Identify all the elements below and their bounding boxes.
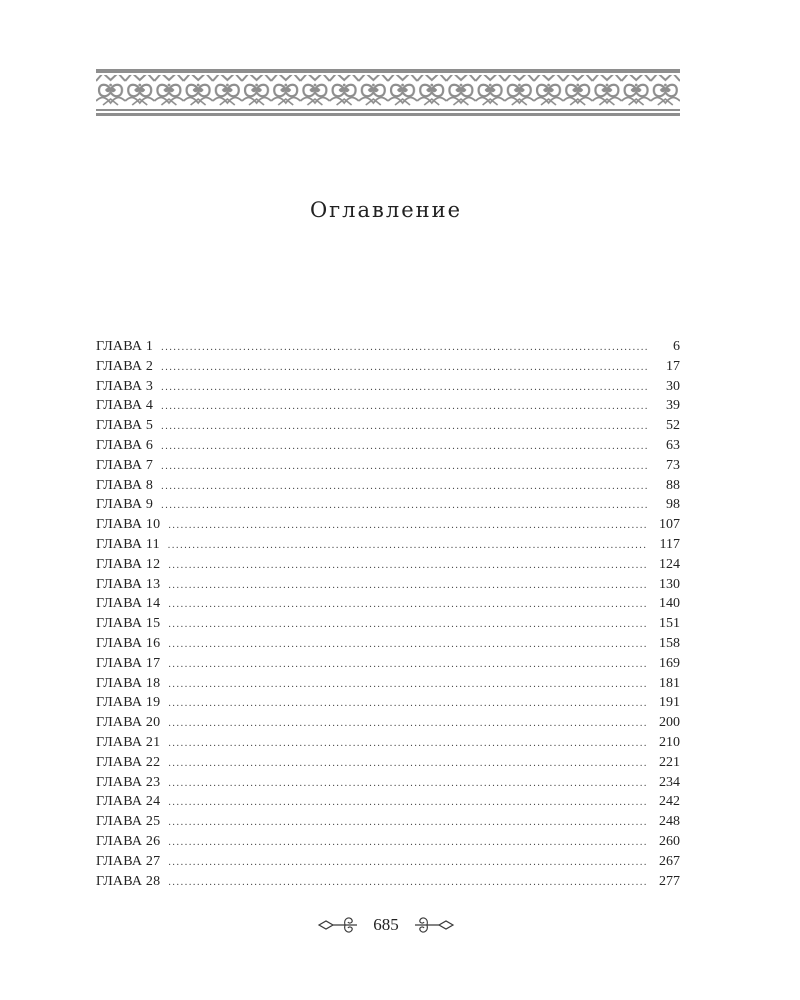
page-title: Оглавление [309, 198, 463, 222]
toc-leader-dots [161, 358, 648, 378]
toc-entry-page: 234 [659, 774, 680, 790]
toc-leader-dots [161, 397, 648, 417]
toc-entry-page: 30 [666, 378, 680, 394]
toc-entry [96, 832, 680, 852]
toc-entry-label: ГЛАВА 26 [96, 833, 161, 849]
toc-leader-dots [161, 378, 648, 398]
toc-entry [96, 377, 680, 397]
toc-entry [96, 713, 680, 733]
toc-entry-page: 210 [659, 734, 680, 750]
toc-entry-label: ГЛАВА 15 [96, 616, 161, 632]
right-flourish-icon [413, 914, 455, 936]
toc-entry [96, 515, 680, 535]
toc-entry-page: 260 [659, 833, 680, 849]
toc-entry [96, 357, 680, 377]
toc-leader-dots [168, 873, 648, 893]
toc-entry-label: ГЛАВА 19 [96, 695, 161, 711]
toc-entry-label: ГЛАВА 3 [96, 378, 154, 394]
page-number: 685 [373, 915, 399, 934]
toc-entry-label: ГЛАВА 27 [96, 853, 161, 869]
toc-leader-dots [168, 675, 648, 695]
toc-entry-page: 63 [666, 437, 680, 453]
toc-entry-page: 277 [659, 873, 680, 889]
toc-leader-dots [168, 576, 648, 596]
toc-entry-label: ГЛАВА 23 [96, 774, 161, 790]
toc-entry-page: 140 [659, 596, 680, 612]
toc-entry-label: ГЛАВА 11 [96, 536, 160, 552]
toc-leader-dots [168, 793, 648, 813]
toc-entry-label: ГЛАВА 13 [96, 576, 161, 592]
toc-entry-page: 88 [666, 477, 680, 493]
toc-entry-page: 39 [666, 398, 680, 414]
toc-leader-dots [168, 714, 648, 734]
toc-entry-page: 73 [666, 457, 680, 473]
toc-leader-dots [161, 338, 648, 358]
toc-leader-dots [161, 477, 648, 497]
toc-entry-label: ГЛАВА 14 [96, 596, 161, 612]
toc-entry-label: ГЛАВА 1 [96, 339, 154, 354]
toc-entry-page: 151 [659, 616, 680, 632]
toc-leader-dots [161, 496, 648, 516]
toc-entry-page: 98 [666, 497, 680, 513]
toc-entry [96, 674, 680, 694]
toc-entry-label: ГЛАВА 28 [96, 873, 161, 889]
table-of-contents [96, 337, 680, 891]
toc-leader-dots [168, 536, 648, 556]
toc-leader-dots [161, 417, 648, 437]
toc-entry-label: ГЛАВА 8 [96, 477, 154, 493]
toc-leader-dots [168, 556, 648, 576]
toc-entry [96, 634, 680, 654]
toc-entry-label: ГЛАВА 24 [96, 794, 161, 810]
toc-entry-label: ГЛАВА 22 [96, 754, 161, 770]
toc-entry-page: 17 [666, 358, 680, 374]
toc-entry [96, 396, 680, 416]
toc-leader-dots [161, 437, 648, 457]
left-flourish-icon [317, 914, 359, 936]
toc-entry-page: 158 [659, 635, 680, 651]
toc-leader-dots [168, 813, 648, 833]
toc-entry [96, 456, 680, 476]
toc-entry-page: 242 [659, 794, 680, 810]
toc-entry-page: 200 [659, 715, 680, 731]
toc-entry-label: ГЛАВА 21 [96, 734, 161, 750]
decorative-header-ornament [96, 68, 680, 116]
toc-entry [96, 575, 680, 595]
toc-leader-dots [168, 595, 648, 615]
toc-entry-page: 191 [659, 695, 680, 711]
toc-entry [96, 614, 680, 634]
toc-entry-label: ГЛАВА 6 [96, 437, 154, 453]
toc-leader-dots [168, 833, 648, 853]
toc-entry-page: 107 [659, 517, 680, 533]
toc-leader-dots [168, 774, 648, 794]
toc-entry [96, 416, 680, 436]
toc-entry [96, 812, 680, 832]
toc-leader-dots [168, 754, 648, 774]
toc-entry [96, 594, 680, 614]
toc-entry [96, 495, 680, 515]
page-footer [0, 912, 772, 938]
toc-entry [96, 337, 680, 357]
toc-entry [96, 733, 680, 753]
toc-entry-label: ГЛАВА 17 [96, 655, 161, 671]
toc-entry-label: ГЛАВА 20 [96, 715, 161, 731]
toc-entry [96, 872, 680, 892]
toc-entry-label: ГЛАВА 4 [96, 398, 154, 414]
toc-entry-page: 124 [659, 556, 680, 572]
toc-entry-page: 117 [659, 536, 680, 552]
toc-entry [96, 773, 680, 793]
toc-entry [96, 436, 680, 456]
toc-entry-label: ГЛАВА 9 [96, 497, 154, 513]
toc-entry-page: 267 [659, 853, 680, 869]
toc-entry [96, 476, 680, 496]
toc-entry-label: ГЛАВА 10 [96, 517, 161, 533]
toc-leader-dots [161, 457, 648, 477]
toc-leader-dots [168, 655, 648, 675]
toc-entry [96, 555, 680, 575]
toc-leader-dots [168, 734, 648, 754]
toc-entry-label: ГЛАВА 25 [96, 814, 161, 830]
ornament-band-svg [96, 68, 680, 116]
toc-entry-page: 130 [659, 576, 680, 592]
toc-entry [96, 753, 680, 773]
toc-entry-page: 181 [659, 675, 680, 691]
toc-entry [96, 654, 680, 674]
toc-leader-dots [168, 615, 648, 635]
toc-entry-page: 248 [659, 814, 680, 830]
toc-entry-page: 221 [659, 754, 680, 770]
toc-entry-page: 169 [659, 655, 680, 671]
toc-entry-label: ГЛАВА 2 [96, 358, 154, 374]
toc-leader-dots [168, 853, 648, 873]
toc-entry-label: ГЛАВА 7 [96, 457, 154, 473]
toc-entry-page: 52 [666, 418, 680, 434]
toc-entry [96, 852, 680, 872]
toc-entry [96, 693, 680, 713]
toc-entry-label: ГЛАВА 16 [96, 635, 161, 651]
toc-entry [96, 792, 680, 812]
toc-entry-label: ГЛАВА 18 [96, 675, 161, 691]
toc-leader-dots [168, 635, 648, 655]
toc-entry [96, 535, 680, 555]
toc-entry-label: ГЛАВА 12 [96, 556, 161, 572]
toc-leader-dots [168, 516, 648, 536]
toc-leader-dots [168, 694, 648, 714]
toc-entry-page: 6 [673, 339, 680, 354]
toc-entry-label: ГЛАВА 5 [96, 418, 154, 434]
